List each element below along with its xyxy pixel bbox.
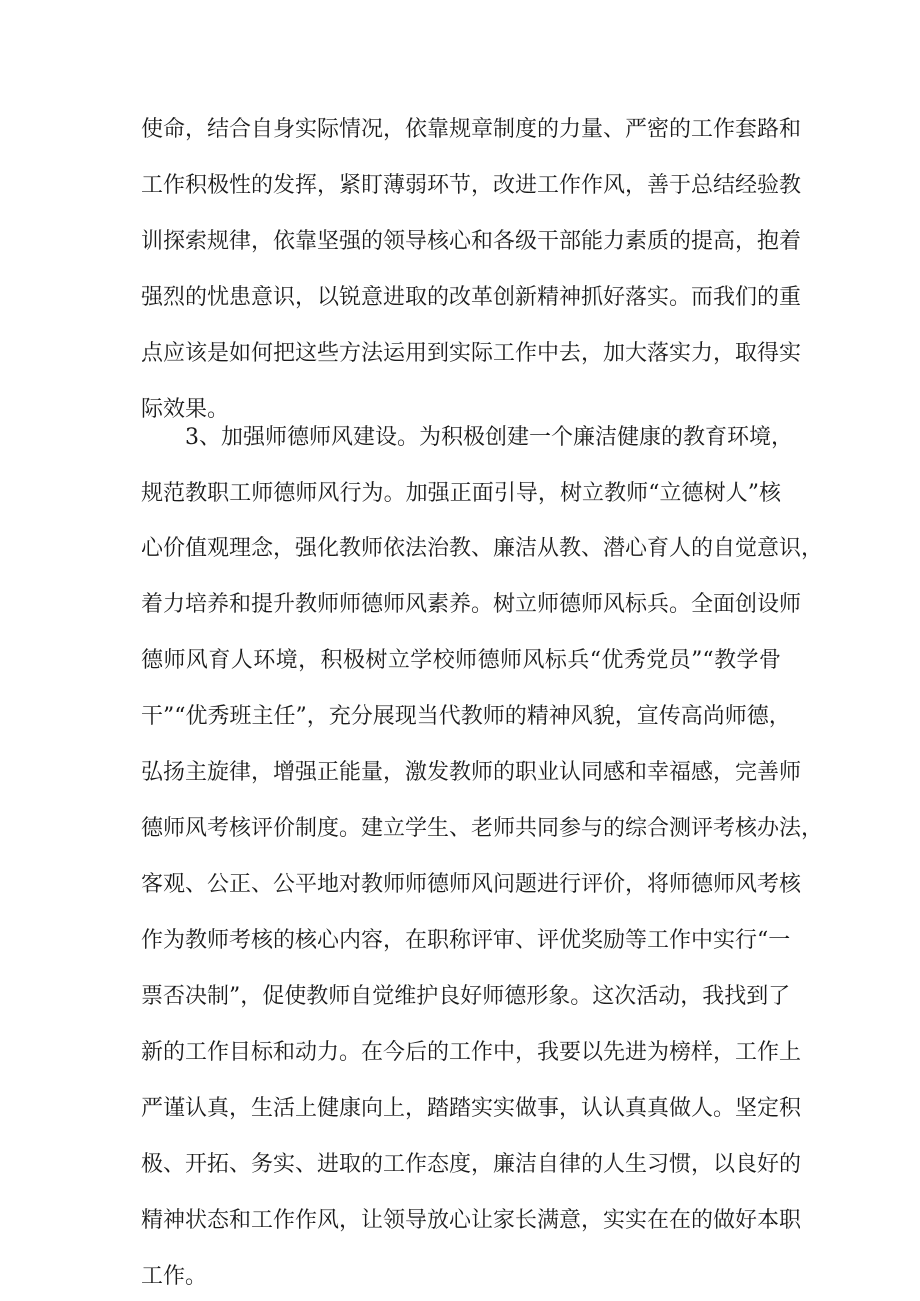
paragraph-line: 工作积极性的发挥，紧盯薄弱环节，改进工作作风，善于总结经验教 — [141, 173, 802, 198]
paragraph-line: 作为教师考核的核心内容，在职称评审、评优奖励等工作中实行“一 — [141, 928, 791, 953]
paragraph-line: 训探索规律，依靠坚强的领导核心和各级干部能力素质的提高，抱着 — [141, 229, 802, 254]
paragraph-line: 精神状态和工作作风，让领导放心让家长满意，实实在在的做好本职 — [141, 1208, 802, 1233]
paragraph-line: 工作。 — [141, 1264, 208, 1289]
paragraph-line: 际效果。 — [141, 397, 230, 422]
paragraph-line: 使命，结合自身实际情况，依靠规章制度的力量、严密的工作套路和 — [141, 117, 802, 142]
paragraph-line: 票否决制”，促使教师自觉维护良好师德形象。这次活动，我找到了 — [141, 984, 791, 1009]
paragraph-line: 客观、公正、公平地对教师师德师风问题进行评价，将师德师风考核 — [141, 872, 802, 897]
paragraph-line: 3、加强师德师风建设。为积极创建一个廉洁健康的教育环境， — [185, 425, 793, 450]
paragraph-line: 严谨认真，生活上健康向上，踏踏实实做事，认认真真做人。坚定积 — [141, 1096, 802, 1121]
paragraph-line: 德师风育人环境，积极树立学校师德师风标兵“优秀党员”“教学骨 — [141, 648, 781, 673]
paragraph-continued — [141, 117, 802, 422]
paragraph-line: 心价值观理念，强化教师依法治教、廉洁从教、潜心育人的自觉意识， — [141, 536, 824, 561]
paragraph-line: 规范教职工师德师风行为。加强正面引导，树立教师“立德树人”核 — [141, 481, 781, 506]
paragraph-line: 新的工作目标和动力。在今后的工作中，我要以先进为榜样，工作上 — [141, 1040, 802, 1065]
paragraph-line: 强烈的忧患意识，以锐意进取的改革创新精神抓好落实。而我们的重 — [141, 285, 802, 310]
paragraph-teacher-ethics — [141, 425, 824, 1289]
paragraph-line: 干”“优秀班主任”，充分展现当代教师的精神风貌，宣传高尚师德， — [141, 704, 791, 729]
paragraph-line: 着力培养和提升教师师德师风素养。树立师德师风标兵。全面创设师 — [141, 592, 802, 617]
paragraph-line: 点应该是如何把这些方法运用到实际工作中去，加大落实力，取得实 — [141, 341, 802, 366]
paragraph-line: 弘扬主旋律，增强正能量，激发教师的职业认同感和幸福感，完善师 — [141, 760, 802, 785]
paragraph-line: 德师风考核评价制度。建立学生、老师共同参与的综合测评考核办法， — [141, 816, 824, 841]
paragraph-line: 极、开拓、务实、进取的工作态度，廉洁自律的人生习惯，以良好的 — [141, 1152, 802, 1177]
